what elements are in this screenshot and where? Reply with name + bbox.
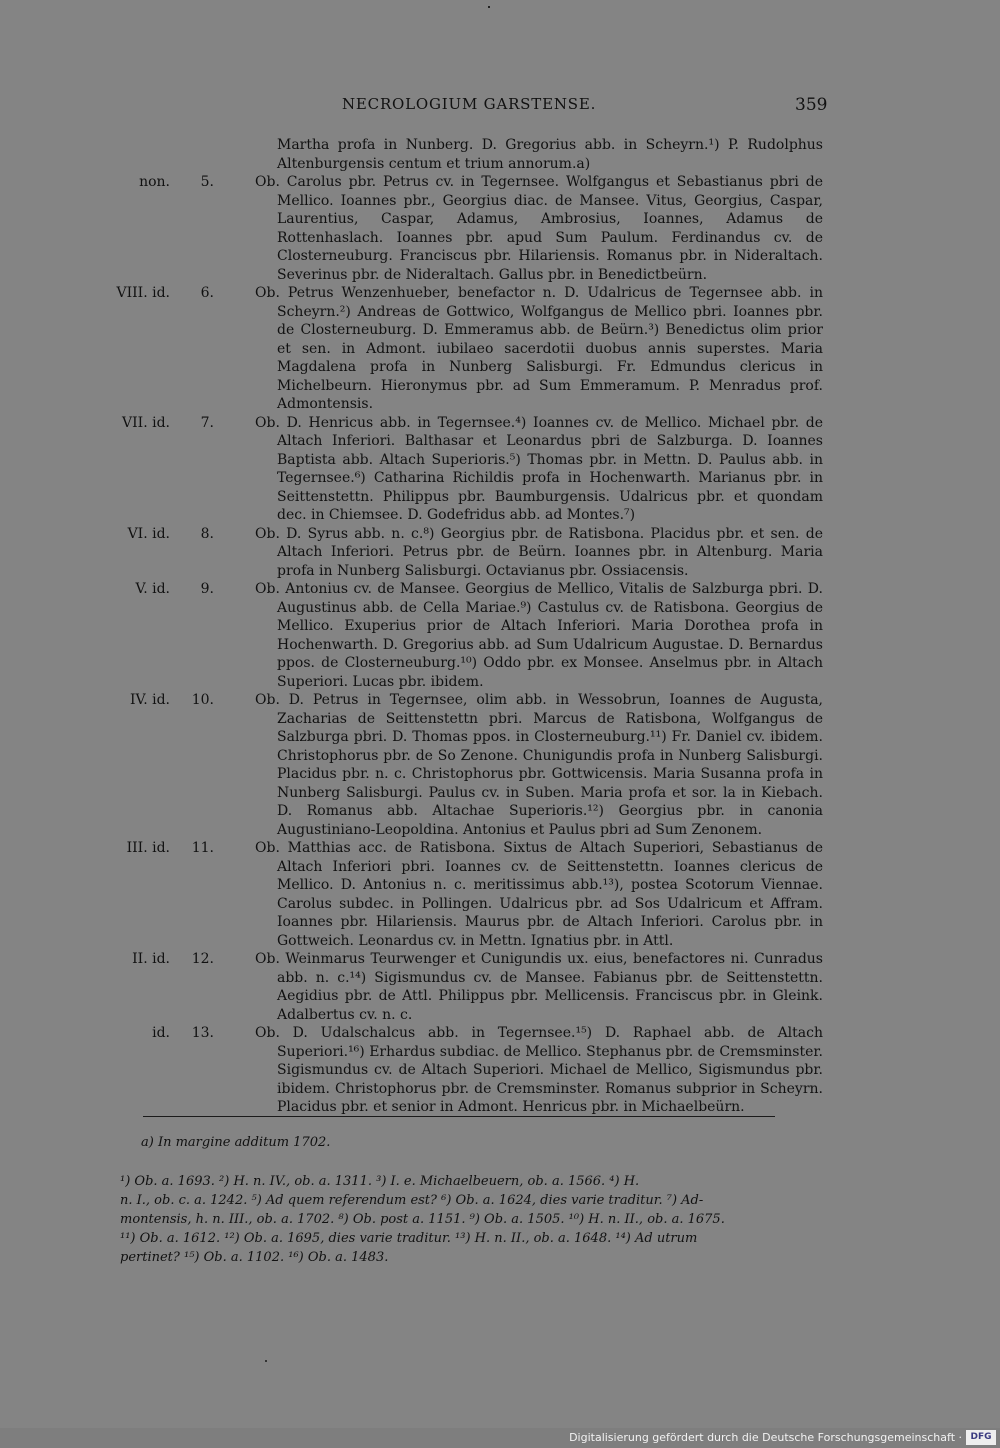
- necrology-entry: [0, 580, 1000, 691]
- footnote-line: ¹) Ob. a. 1693. ²) H. n. IV., ob. a. 1311. ³) I. e. Michaelbeuern, ob. a. 1566. ⁴) H.: [120, 1174, 640, 1189]
- necrology-entry: [0, 525, 1000, 581]
- calendar-date: VIII. id.: [116, 285, 170, 301]
- necrology-entry: [0, 284, 1000, 414]
- day-number: 12.: [191, 951, 214, 967]
- dfg-logo-icon: DFG: [966, 1430, 996, 1445]
- digitization-footer: [0, 1428, 1000, 1448]
- day-number: 13.: [191, 1025, 214, 1041]
- necrology-entry: [0, 414, 1000, 525]
- day-number: 8.: [200, 525, 214, 542]
- calendar-date: III. id.: [126, 840, 170, 856]
- footnote-line: ¹¹) Ob. a. 1612. ¹²) Ob. a. 1695, dies varie traditur. ¹³) H. n. II., ob. a. 1648. ¹⁴) Ad utrum: [120, 1231, 698, 1246]
- day-number: 6.: [200, 285, 214, 301]
- page-number: 359: [795, 95, 828, 115]
- entry-text: Ob. Antonius cv. de Mansee. Georgius de Mellico, Vitalis de Salzburga pbri. D. Augustinus abb. de Cella Mariae.⁹) Castulus cv. de Ratisbona. Georgius de Mellico. Exuperius prior de Altach Inferiori. Maria Dorothea profa in Hochenwarth. D. Gregorius abb. ad Sum Udalricum Augustae. D. Bernardus ppos. de Closterneuburg.¹⁰) Oddo pbr. ex Monsee. Anselmus pbr. in Altach Superiori. Lucas pbr. ibidem.: [255, 581, 823, 690]
- necrology-entries: [0, 136, 1000, 1117]
- day-number: 10.: [191, 692, 214, 708]
- entry-text: Ob. Carolus pbr. Petrus cv. in Tegernsee. Wolfgangus et Sebastianus pbri de Mellico. Ioannes pbr., Georgius diac. de Mansee. Vitus, Georgius, Caspar, Laurentius, Caspar, Adamus, Ambrosius, Ioannes, Adamus de Rottenhaslach. Ioannes pbr. apud Sum Paulum. Ferdinandus cv. de Closterneuburg. Franciscus pbr. Hilariensis. Romanus pbr. in Nideraltach. Severinus pbr. de Nideraltach. Gallus pbr. in Benedictbeürn.: [255, 174, 823, 283]
- necrology-entry: [0, 173, 1000, 284]
- calendar-date: IV. id.: [130, 692, 170, 708]
- entry-text: Martha profa in Nunberg. D. Gregorius abb. in Scheyrn.¹) P. Rudolphus Altenburgensis centum et trium annorum.a): [277, 137, 823, 172]
- day-number: 11.: [191, 840, 214, 856]
- entry-text: Ob. D. Petrus in Tegernsee, olim abb. in Wessobrun, Ioannes de Augusta, Zacharias de Seittenstettn pbri. Marcus de Ratisbona, Wolfgangus de Salzburga pbri. D. Thomas ppos. in Closterneuburg.¹¹) Fr. Daniel cv. ibidem. Christophorus pbr. de So Zenone. Chunigundis profa in Nunberg Salisburgi. Placidus pbr. n. c. Christophorus pbr. Gottwicensis. Maria Susanna profa in Nunberg Salisburgi. Paulus cv. in Suben. Maria profa et sor. la in Kiebach. D. Romanus abb. Altachae Superioris.¹²) Georgius pbr. in canonia Augustiniano-Leopoldina. Antonius et Paulus pbri ad Sum Zenonem.: [255, 692, 823, 838]
- day-number: 5.: [200, 174, 214, 190]
- page-header: [0, 95, 1000, 119]
- footnote-line: n. I., ob. c. a. 1242. ⁵) Ad quem referendum est? ⁶) Ob. a. 1624, dies varie traditur. ⁷) Ad-: [120, 1193, 704, 1208]
- entry-text: Ob. D. Syrus abb. n. c.⁸) Georgius pbr. de Ratisbona. Placidus pbr. et sen. de Altach Inferiori. Petrus pbr. de Beürn. Ioannes pbr. in Altenburg. Maria profa in Nunberg Salisburgi. Octavianus pbr. Ossiacensis.: [255, 525, 823, 579]
- footnote-line: pertinet? ¹⁵) Ob. a. 1102. ¹⁶) Ob. a. 1483.: [120, 1250, 389, 1265]
- entry-text: Ob. Petrus Wenzenhueber, benefactor n. D. Udalricus de Tegernsee abb. in Scheyrn.²) Andreas de Gottwico, Wolfgangus de Mellico pbri. Ioannes pbr. de Closterneuburg. D. Emmeramus abb. de Beürn.³) Benedictus olim prior et sen. in Admont. iubilaeo sacerdotii duobus annis superstes. Maria Magdalena profa in Nunberg Salisburgi. Fr. Edmundus clericus in Michelbeurn. Hieronymus pbr. ad Sum Emmeramum. P. Menradus prof. Admontensis.: [255, 285, 823, 412]
- calendar-date: II. id.: [132, 951, 170, 967]
- necrology-entry: [0, 839, 1000, 950]
- scan-speck: [488, 6, 490, 8]
- footnote-line: montensis, h. n. III., ob. a. 1702. ⁸) Ob. post a. 1151. ⁹) Ob. a. 1505. ¹⁰) H. n. II., ob. a. 1675.: [120, 1212, 725, 1227]
- calendar-date: VII. id.: [122, 414, 170, 431]
- footnotes: [120, 1172, 820, 1267]
- necrology-entry: [0, 1024, 1000, 1117]
- calendar-date: non.: [139, 174, 170, 190]
- day-number: 9.: [200, 581, 214, 597]
- entry-text: Ob. D. Udalschalcus abb. in Tegernsee.¹⁵) D. Raphael abb. de Altach Superiori.¹⁶) Erhardus subdiac. de Mellico. Stephanus pbr. de Cremsminster. Sigismundus cv. de Altach Superiori. Michael de Mellico, Sigismundus pbr. ibidem. Christophorus pbr. de Cremsminster. Romanus subprior in Scheyrn. Placidus pbr. et senior in Admont. Henricus pbr. in Michaelbeürn.: [255, 1025, 823, 1115]
- entry-text: Ob. D. Henricus abb. in Tegernsee.⁴) Ioannes cv. de Mellico. Michael pbr. de Altach Inferiori. Balthasar et Leonardus pbri de Salzburga. D. Ioannes Baptista abb. Altach Superioris.⁵) Thomas pbr. in Mettn. D. Paulus abb. in Tegernsee.⁶) Catharina Richildis profa in Hochenwarth. Marianus pbr. in Seittenstettn. Philippus pbr. Baumburgensis. Udalricus pbr. et quondam dec. in Chiemsee. D. Godefridus abb. ad Montes.⁷): [255, 414, 823, 523]
- entry-text: Ob. Matthias acc. de Ratisbona. Sixtus de Altach Superiori, Sebastianus de Altach Inferiori pbri. Ioannes cv. de Seittenstettn. Ioannes clericus de Mellico. D. Antonius n. c. meritissimus abb.¹³), postea Scotorum Viennae. Carolus subdec. in Pollingen. Udalricus pbr. ad Sos Udalricum et Affram. Ioannes pbr. Hilariensis. Maurus pbr. de Altach Inferiori. Carolus pbr. in Gottweich. Leonardus cv. in Mettn. Ignatius pbr. in Attl.: [255, 840, 823, 949]
- day-number: 7.: [200, 414, 214, 431]
- marginal-note: a) In margine additum 1702.: [141, 1135, 331, 1150]
- entry-text: Ob. Weinmarus Teurwenger et Cunigundis ux. eius, benefactores ni. Cunradus abb. n. c.¹⁴) Sigismundus cv. de Mansee. Fabianus pbr. de Seittenstettn. Aegidius pbr. de Attl. Philippus pbr. Mellicensis. Franciscus pbr. in Gleink. Adalbertus cv. n. c.: [255, 951, 823, 1023]
- necrology-entry: [0, 691, 1000, 839]
- calendar-date: id.: [152, 1025, 170, 1041]
- calendar-date: VI. id.: [127, 525, 170, 542]
- running-title: NECROLOGIUM GARSTENSE.: [342, 95, 597, 113]
- footnote-divider: [143, 1116, 775, 1117]
- necrology-entry: [0, 136, 1000, 173]
- funding-notice: Digitalisierung gefördert durch die Deutsche Forschungsgemeinschaft ·: [569, 1431, 962, 1444]
- necrology-entry: [0, 950, 1000, 1024]
- calendar-date: V. id.: [135, 581, 170, 597]
- scan-speck: [265, 1360, 267, 1362]
